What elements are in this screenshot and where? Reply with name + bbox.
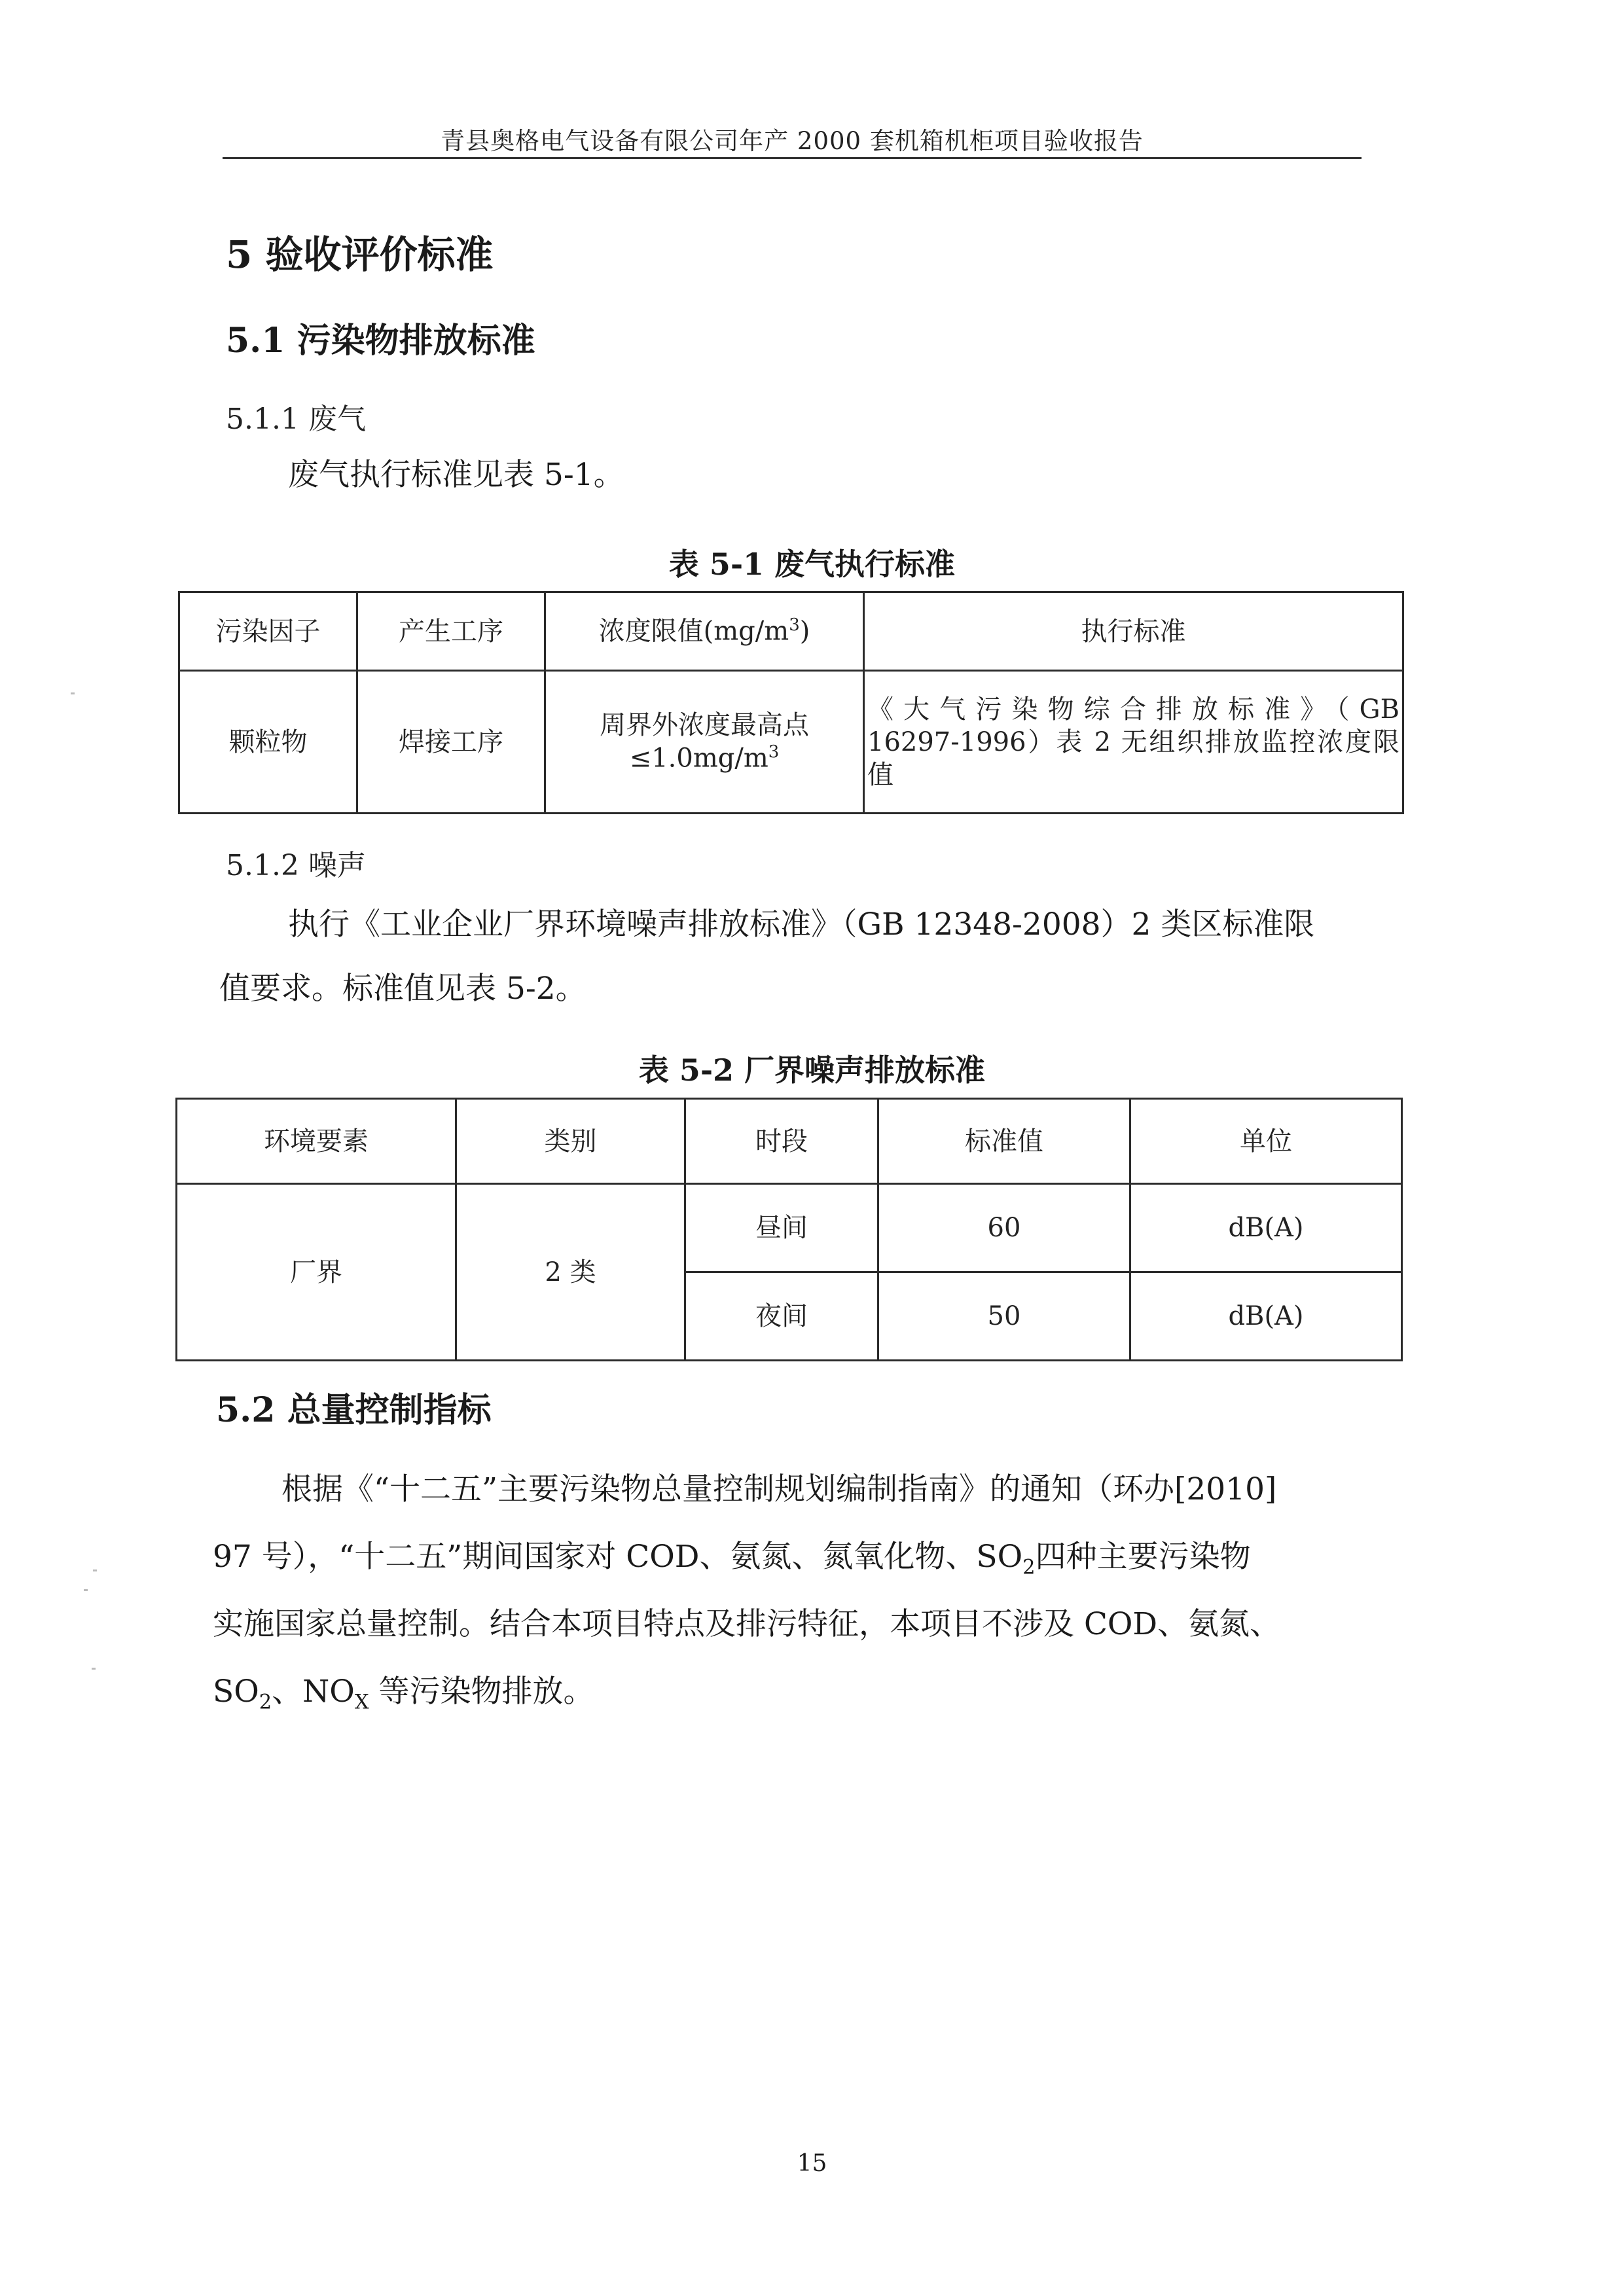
table-5-1: [178, 591, 1404, 814]
table-header-cell: 浓度限值$(mg/m^3)$: [545, 592, 864, 671]
scan-speck: [93, 1570, 97, 1571]
text-run: 、NO: [272, 1674, 355, 1710]
table-row: [177, 1099, 1402, 1184]
table-cell: 60: [878, 1184, 1130, 1272]
noise-paragraph-line-2: 值要求。标准值见表 5-2。: [219, 971, 586, 1007]
table-row: [179, 592, 1403, 671]
limit-line-1: 周界外浓度最高点: [600, 710, 809, 741]
table-cell: dB(A): [1130, 1272, 1402, 1361]
table-header-cell: 执行标准: [864, 592, 1403, 671]
scan-speck: [92, 1668, 96, 1670]
table-5-2-caption: 表 5-2 厂界噪声排放标准: [638, 1052, 986, 1088]
table-cell: 颗粒物: [179, 671, 357, 814]
scan-speck: [84, 1589, 88, 1591]
standard-line-1: 《大气污染物综合排放标准》（GB: [867, 694, 1399, 725]
table-cell: 厂界: [177, 1184, 456, 1361]
table-row: [177, 1184, 1402, 1272]
table-header-cell: 类别: [456, 1099, 685, 1184]
table-header-cell: 产生工序: [357, 592, 545, 671]
section-5-1-2-title: 5.1.2 噪声: [226, 849, 366, 882]
standard-line-2: 16297-1996）表 2 无组织排放监控浓度限值: [867, 726, 1399, 790]
table-cell: 50: [878, 1272, 1130, 1361]
noise-paragraph-line-1: 执行《工业企业厂界环境噪声排放标准》（GB 12348-2008）2 类区标准限: [288, 906, 1315, 942]
table-cell: [864, 671, 1403, 814]
text-run: 四种主要污染物: [1035, 1539, 1251, 1575]
table-cell: dB(A): [1130, 1184, 1402, 1272]
table-5-2: [175, 1098, 1403, 1361]
scan-speck: [71, 692, 75, 694]
subscript: 2: [259, 1691, 272, 1714]
table-5-1-caption: 表 5-1 废气执行标准: [668, 547, 956, 582]
running-header: 青县奥格电气设备有限公司年产 2000 套机箱机柜项目验收报告: [441, 127, 1144, 155]
table-header-cell: 时段: [685, 1099, 878, 1184]
header-rule: [223, 157, 1362, 159]
limit-line-2: $\le 1.0mg/m^3$: [629, 742, 780, 774]
page-number: 15: [797, 2150, 827, 2177]
table-cell: 昼间: [685, 1184, 878, 1272]
text-run: SO: [213, 1674, 259, 1710]
subscript: 2: [1022, 1556, 1036, 1579]
table-cell: 2 类: [456, 1184, 685, 1361]
table-header-cell: 单位: [1130, 1099, 1402, 1184]
section-5-2-title: 5.2 总量控制指标: [216, 1390, 492, 1430]
total-control-line-1: 根据《“十二五”主要污染物总量控制规划编制指南》的通知（环办[2010]: [281, 1471, 1277, 1507]
table-header-cell: 环境要素: [177, 1099, 456, 1184]
total-control-line-4: [213, 1676, 594, 1713]
table-cell: 焊接工序: [357, 671, 545, 814]
section-5-1-title: 5.1 污染物排放标准: [226, 321, 535, 361]
text-run: 97 号），“十二五”期间国家对 COD、氨氮、氮氧化物、SO: [213, 1539, 1023, 1575]
section-5-1-1-title: 5.1.1 废气: [226, 403, 366, 436]
section-5-title: 5 验收评价标准: [226, 232, 494, 277]
table-header-cell: 标准值: [878, 1099, 1130, 1184]
waste-gas-intro: 废气执行标准见表 5-1。: [288, 457, 624, 493]
table-header-cell: 污染因子: [179, 592, 357, 671]
subscript: X: [354, 1691, 369, 1714]
total-control-line-2: [213, 1541, 1251, 1578]
text-run: 等污染物排放。: [369, 1674, 594, 1710]
table-row: [179, 671, 1403, 814]
table-cell: 夜间: [685, 1272, 878, 1361]
total-control-line-3: 实施国家总量控制。结合本项目特点及排污特征，本项目不涉及 COD、氨氮、: [213, 1606, 1281, 1642]
table-cell: [545, 671, 864, 814]
